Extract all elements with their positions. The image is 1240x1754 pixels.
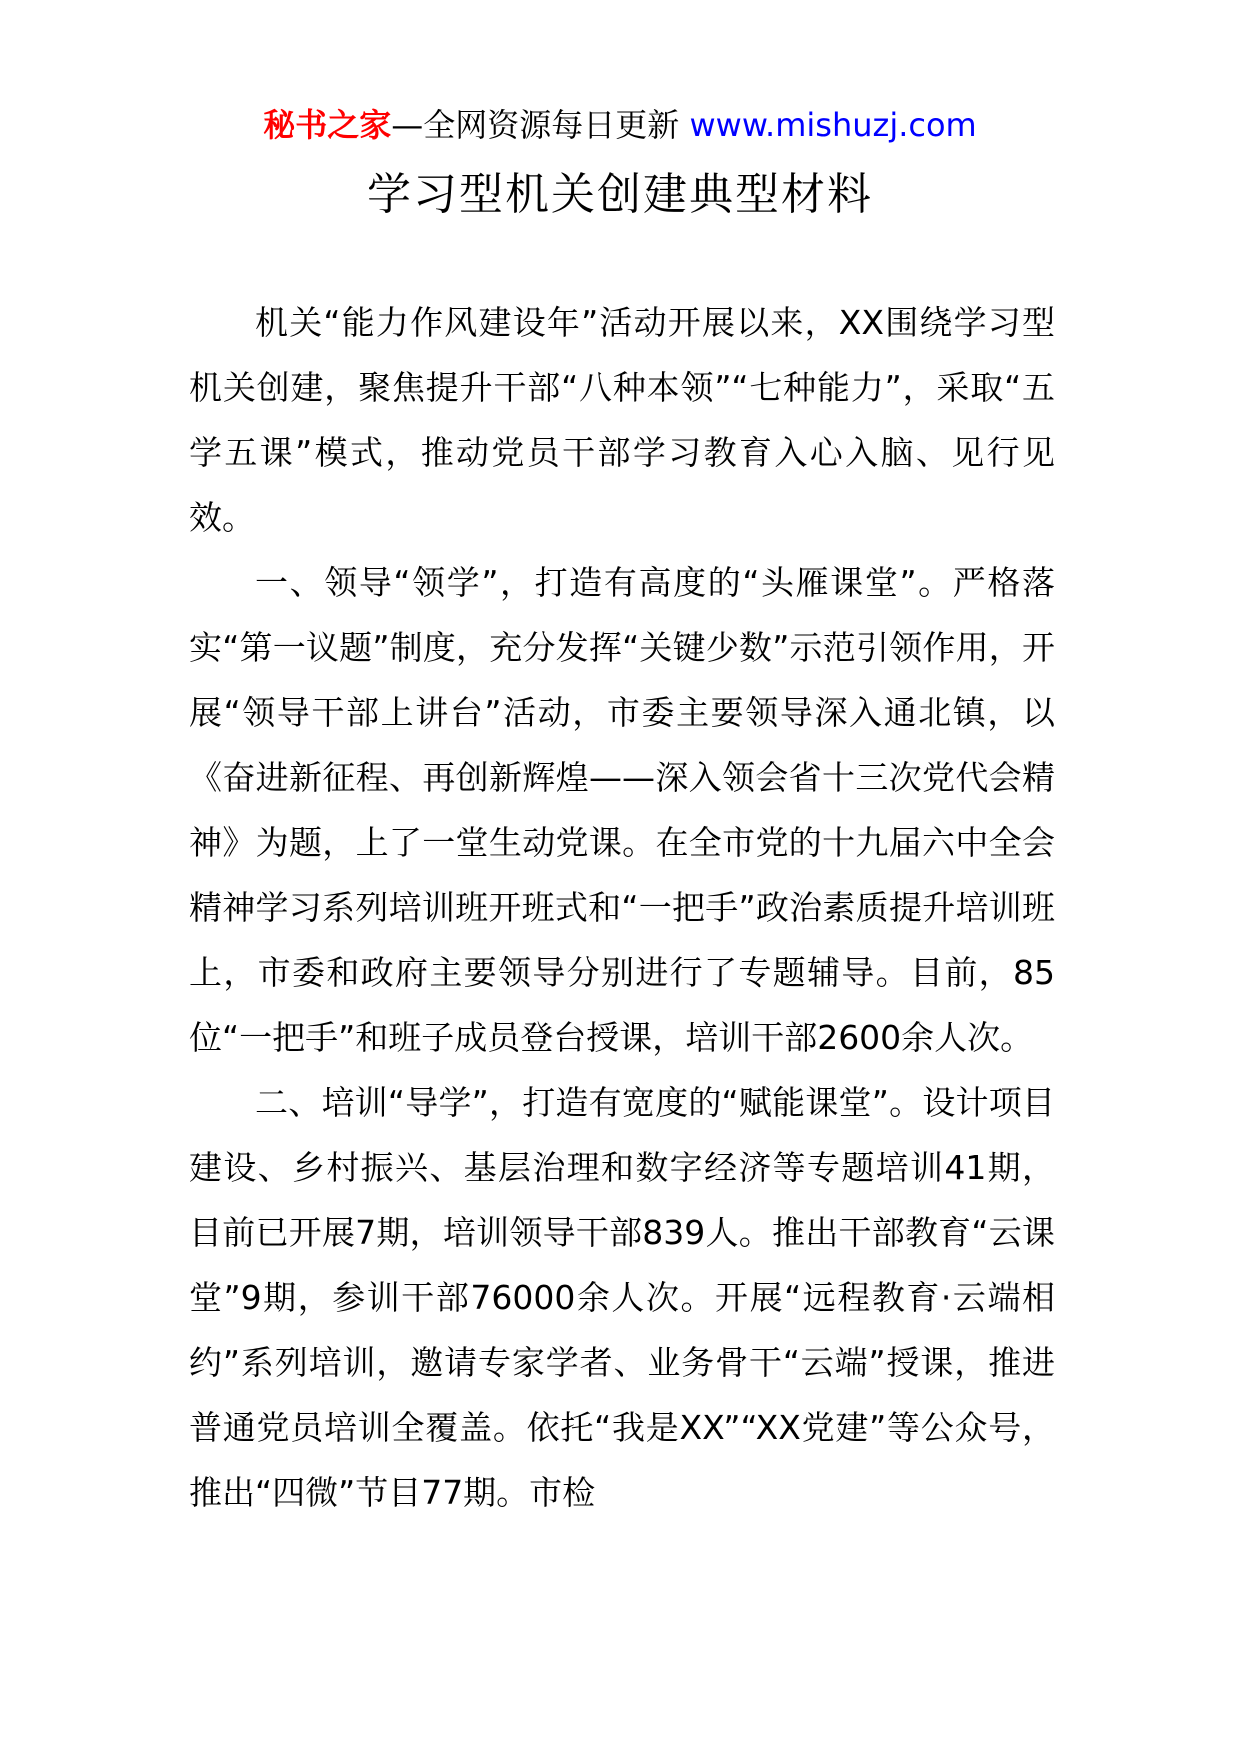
site-slogan: —全网资源每日更新 [391, 106, 690, 144]
site-header [0, 100, 1240, 150]
document-body [189, 290, 1055, 1525]
section-two-paragraph: 二、培训“导学”，打造有宽度的“赋能课堂”。设计项目建设、乡村振兴、基层治理和数字经济等专题培训41期，目前已开展7期，培训领导干部839人。推出干部教育“云课堂”9期，参训干部76000余人次。开展“远程教育·云端相约”系列培训，邀请专家学者、业务骨干“云端”授课，推进普通党员培训全覆盖。依托“我是XX”“XX党建”等公众号，推出“四微”节目77期。市检 [189, 1083, 1055, 1512]
document-title: 学习型机关创建典型材料 [367, 169, 873, 220]
section-one-paragraph: 一、领导“领学”，打造有高度的“头雁课堂”。严格落实“第一议题”制度，充分发挥“关键少数”示范引领作用，开展“领导干部上讲台”活动，市委主要领导深入通北镇，以《奋进新征程、再创新辉煌——深入领会省十三次党代会精神》为题，上了一堂生动党课。在全市党的十九届六中全会精神学习系列培训班开班式和“一把手”政治素质提升培训班上，市委和政府主要领导分别进行了专题辅导。目前，85位“一把手”和班子成员登台授课，培训干部2600余人次。 [189, 563, 1055, 1057]
site-url-link[interactable]: www.mishuzj.com [689, 106, 977, 144]
intro-paragraph: 机关“能力作风建设年”活动开展以来，XX围绕学习型机关创建，聚焦提升干部“八种本领”“七种能力”，采取“五学五课”模式，推动党员干部学习教育入心入脑、见行见效。 [189, 303, 1055, 537]
site-name: 秘书之家 [263, 106, 392, 144]
